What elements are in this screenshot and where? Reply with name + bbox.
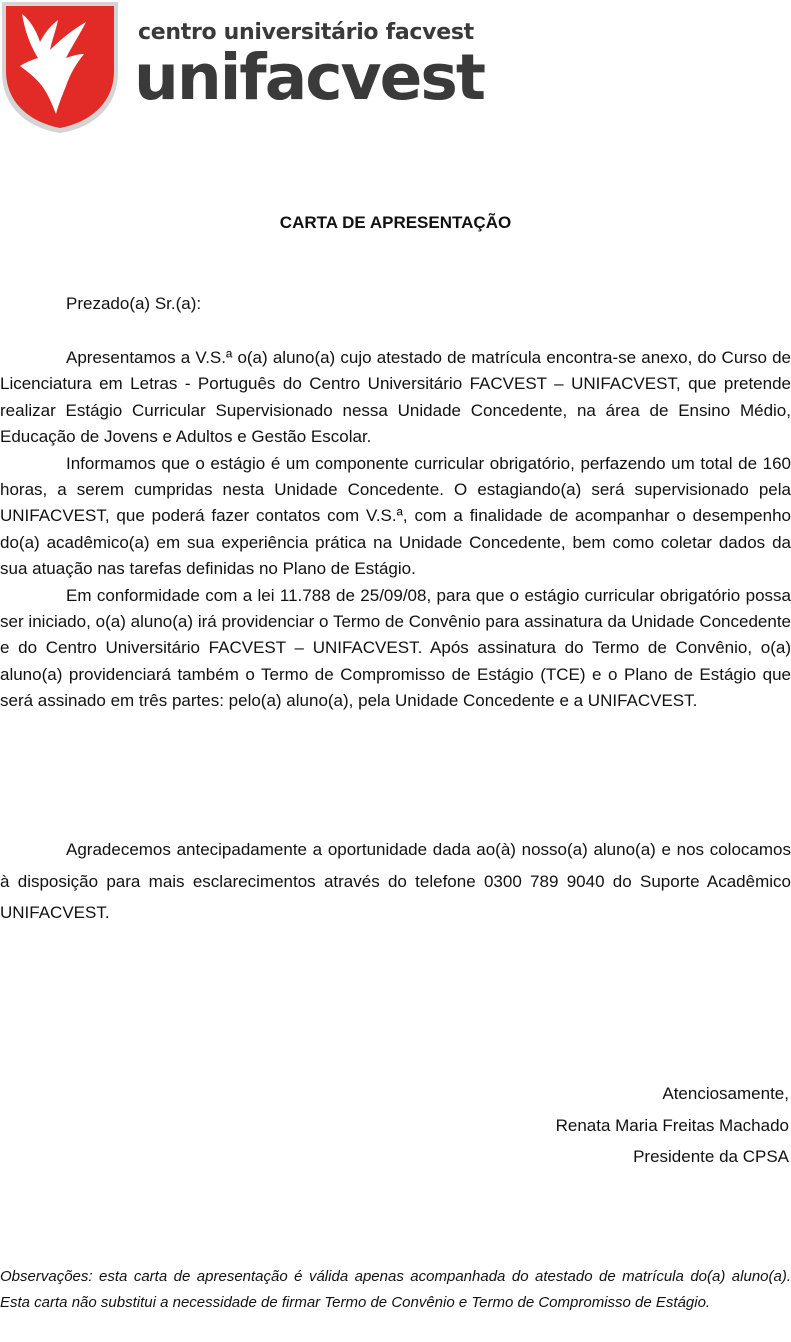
thanks-paragraph: Agradecemos antecipadamente a oportunidade dada ao(à) nosso(a) aluno(a) e nos colocamos à disposição para mais esclarecimentos através do telefone 0300 789 9040 do Suporte Acadêmico UNIFACVEST.	[0, 840, 791, 922]
signer-role: Presidente da CPSA	[633, 1147, 789, 1166]
body-paragraph-presentation: Apresentamos a V.S.ª o(a) aluno(a) cujo atestado de matrícula encontra-se anexo, do Curso de Licenciatura em Letras - Português do Centro Universitário FACVEST – UNIFACVEST, que pretende realizar Estágio Curricular Supervisionado nessa Unidade Concedente, na área de Ensino Médio, Educação de Jovens e Adultos e Gestão Escolar.	[0, 348, 791, 447]
brand-name: unifacvest	[134, 41, 484, 114]
signer-name: Renata Maria Freitas Machado	[555, 1115, 789, 1135]
unifacvest-logo-icon	[0, 0, 120, 134]
body-paragraph-information: Informamos que o estágio é um componente curricular obrigatório, perfazendo um total de 160 horas, a serem cumpridas nesta Unidade Concedente. O estagiando(a) será supervisionado pela UNIFACVEST, que poderá fazer contatos com V.S.ª, com a finalidade de acompanhar o desempenho do(a) acadêmico(a) em sua experiência prática na Unidade Concedente, bem como coletar dados da sua atuação nas tarefas definidas no Plano de Estágio.	[0, 453, 791, 579]
body-paragraph-conformity: Em conformidade com a lei 11.788 de 25/09/08, para que o estágio curricular obrigatório possa ser iniciado, o(a) aluno(a) irá providenciar o Termo de Convênio para assinatura da Unidade Concedente e do Centro Universitário FACVEST – UNIFACVEST. Após assinatura do Termo de Convênio, o(a) aluno(a) providenciará também o Termo de Compromisso de Estágio (TCE) e o Plano de Estágio que será assinado em três partes: pelo(a) aluno(a), pela Unidade Concedente e a UNIFACVEST.	[0, 585, 791, 711]
observation-note: Observações: esta carta de apresentação é válida apenas acompanhada do atestado de matrícula do(a) aluno(a). Esta carta não substitui a necessidade de firmar Termo de Convênio e Termo de Compromisso de Estágio.	[0, 1268, 791, 1311]
letterhead	[0, 0, 791, 140]
letter-body	[0, 345, 791, 715]
signature-block	[556, 1078, 789, 1173]
brand-subtitle: centro universitário facvest	[138, 20, 474, 45]
letter-greeting: Prezado(a) Sr.(a):	[66, 294, 202, 313]
closing-text: Atenciosamente,	[662, 1084, 789, 1103]
letter-title: CARTA DE APRESENTAÇÃO	[279, 213, 512, 232]
